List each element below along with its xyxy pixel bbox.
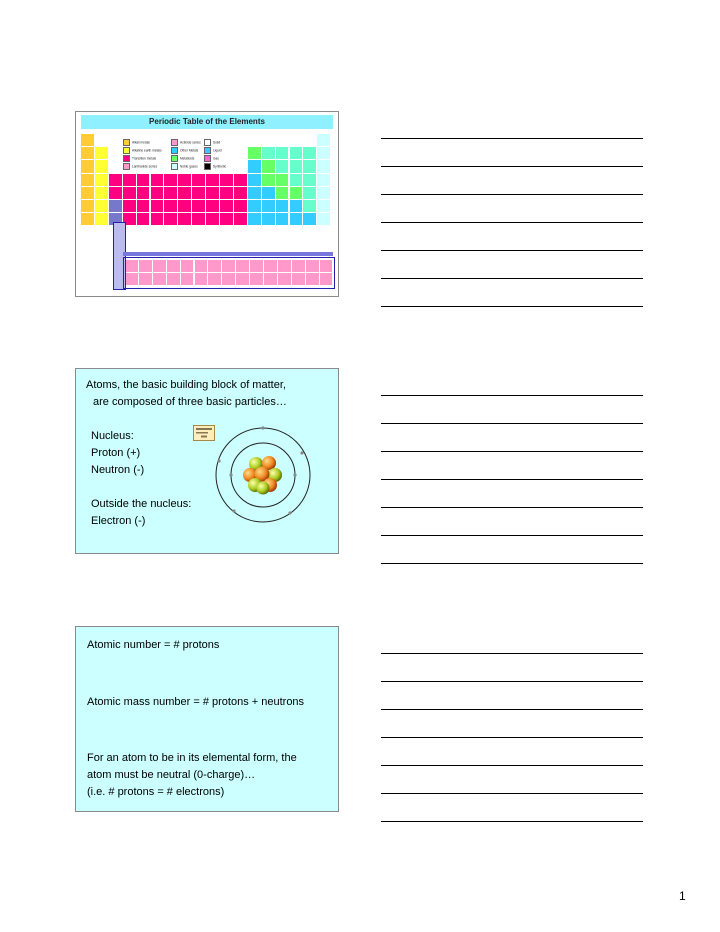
note-line <box>381 563 643 564</box>
element-cell <box>290 147 303 159</box>
note-line <box>381 306 643 307</box>
legend-item <box>204 147 222 154</box>
note-line <box>381 653 643 654</box>
legend-swatch <box>123 163 130 170</box>
element-cell <box>123 174 136 186</box>
element-cell <box>303 174 316 186</box>
nucleus <box>243 456 282 495</box>
legend-item <box>171 147 198 154</box>
element-cell <box>248 200 261 212</box>
element-cell <box>317 187 330 199</box>
element-cell <box>123 187 136 199</box>
legend-swatch <box>204 155 211 162</box>
element-cell <box>178 200 191 212</box>
element-cell <box>276 213 289 225</box>
element-cell <box>276 147 289 159</box>
note-line <box>381 278 643 279</box>
note-line <box>381 507 643 508</box>
legend-item <box>123 155 156 162</box>
legend-label: Noble gases <box>180 164 198 169</box>
legend-swatch <box>204 147 211 154</box>
element-cell <box>81 147 94 159</box>
note-line <box>381 709 643 710</box>
legend-swatch <box>123 155 130 162</box>
legend-item <box>204 139 220 146</box>
element-cell <box>109 174 122 186</box>
proton-label: Proton (+) <box>91 447 141 459</box>
element-cell <box>262 200 275 212</box>
element-cell <box>290 187 303 199</box>
legend-item <box>171 139 201 146</box>
element-cell <box>192 200 205 212</box>
periodic-table-title: Periodic Table of the Elements <box>81 115 333 129</box>
legend-swatch <box>171 147 178 154</box>
element-cell <box>276 200 289 212</box>
legend-label: Alkaline earth metals <box>132 148 162 153</box>
legend-swatch <box>171 163 178 170</box>
element-cell <box>290 200 303 212</box>
legend-item <box>123 139 150 146</box>
legend-item <box>171 163 198 170</box>
f-block-banner <box>123 252 333 256</box>
element-cell <box>192 174 205 186</box>
neutral-line1: For an atom to be in its elemental form, the <box>87 752 297 764</box>
legend-item <box>204 163 226 170</box>
element-cell <box>137 174 150 186</box>
legend-thumbnail <box>193 425 215 441</box>
note-line <box>381 821 643 822</box>
element-cell <box>81 213 94 225</box>
outside-nucleus-label: Outside the nucleus: <box>91 498 192 510</box>
element-cell <box>276 160 289 172</box>
legend-label: Actinide series <box>180 140 201 145</box>
page-number: 1 <box>679 889 686 903</box>
element-cell <box>262 187 275 199</box>
element-cell <box>95 174 108 186</box>
element-cell <box>95 160 108 172</box>
note-line <box>381 765 643 766</box>
element-cell <box>151 187 164 199</box>
element-cell <box>234 213 247 225</box>
element-cell <box>262 174 275 186</box>
element-cell <box>192 213 205 225</box>
element-cell <box>137 200 150 212</box>
slide2-heading-line2: are composed of three basic particles… <box>93 396 287 408</box>
element-cell <box>248 174 261 186</box>
element-cell <box>290 160 303 172</box>
slide-atomic-number <box>75 626 339 812</box>
element-cell <box>151 174 164 186</box>
element-cell <box>317 174 330 186</box>
note-line <box>381 222 643 223</box>
legend-item <box>171 155 194 162</box>
element-cell <box>81 160 94 172</box>
element-cell <box>262 147 275 159</box>
note-line <box>381 194 643 195</box>
element-cell <box>234 187 247 199</box>
legend-swatch <box>204 139 211 146</box>
note-line <box>381 737 643 738</box>
legend-label: Solid <box>213 140 221 145</box>
element-cell <box>262 160 275 172</box>
element-cell <box>303 160 316 172</box>
legend-swatch <box>123 139 130 146</box>
element-cell <box>123 200 136 212</box>
slide2-heading-line1: Atoms, the basic building block of matter, <box>86 379 286 391</box>
legend-swatch <box>171 139 178 146</box>
element-cell <box>317 213 330 225</box>
note-line <box>381 250 643 251</box>
element-cell <box>151 200 164 212</box>
legend-swatch <box>123 147 130 154</box>
element-cell <box>276 187 289 199</box>
element-cell <box>95 200 108 212</box>
legend-item <box>123 147 162 154</box>
element-cell <box>248 160 261 172</box>
legend-label: Gas <box>213 156 219 161</box>
element-cell <box>234 200 247 212</box>
element-cell <box>81 200 94 212</box>
element-cell <box>178 174 191 186</box>
element-cell <box>206 174 219 186</box>
element-cell <box>137 213 150 225</box>
element-cell <box>109 187 122 199</box>
element-cell <box>95 187 108 199</box>
legend-item <box>204 155 219 162</box>
element-cell <box>164 213 177 225</box>
element-cell <box>303 147 316 159</box>
element-cell <box>95 213 108 225</box>
legend-label: Other Metals <box>180 148 199 153</box>
neutron-label: Neutron (-) <box>91 464 145 476</box>
legend-label: Alkali metals <box>132 140 150 145</box>
element-cell <box>317 200 330 212</box>
element-cell <box>262 213 275 225</box>
electron-label: Electron (-) <box>91 515 146 527</box>
note-line <box>381 535 643 536</box>
element-cell <box>178 187 191 199</box>
atomic-number-text: Atomic number = # protons <box>87 639 220 651</box>
element-cell <box>290 174 303 186</box>
note-line <box>381 138 643 139</box>
note-line <box>381 793 643 794</box>
element-cell <box>164 174 177 186</box>
element-cell <box>206 187 219 199</box>
element-cell <box>109 200 122 212</box>
element-cell <box>220 174 233 186</box>
element-cell <box>206 213 219 225</box>
legend-item <box>123 163 157 170</box>
element-cell <box>95 147 108 159</box>
element-cell <box>137 187 150 199</box>
slide-periodic-table <box>75 111 339 297</box>
note-line <box>381 479 643 480</box>
element-cell <box>248 147 261 159</box>
note-line <box>381 451 643 452</box>
legend-label: Synthetic <box>213 164 227 169</box>
element-cell <box>317 134 330 146</box>
element-cell <box>164 187 177 199</box>
element-cell <box>178 213 191 225</box>
element-cell <box>234 174 247 186</box>
mass-number-text: Atomic mass number = # protons + neutrons <box>87 696 305 708</box>
element-cell <box>81 174 94 186</box>
element-cell <box>303 213 316 225</box>
element-cell <box>303 187 316 199</box>
note-line <box>381 681 643 682</box>
neutral-line2: atom must be neutral (0-charge)… <box>87 769 256 781</box>
element-cell <box>81 187 94 199</box>
element-cell <box>164 200 177 212</box>
element-cell <box>206 200 219 212</box>
element-cell <box>220 187 233 199</box>
legend-label: Transition metals <box>132 156 157 161</box>
legend-label: Liquid <box>213 148 222 153</box>
f-block-outline <box>123 257 335 289</box>
element-cell <box>220 213 233 225</box>
element-cell <box>220 200 233 212</box>
element-cell <box>290 213 303 225</box>
element-cell <box>248 187 261 199</box>
element-cell <box>276 174 289 186</box>
note-line <box>381 166 643 167</box>
legend-label: Lanthanide series <box>132 164 158 169</box>
element-cell <box>248 213 261 225</box>
legend-swatch <box>171 155 178 162</box>
element-cell <box>151 213 164 225</box>
note-line <box>381 423 643 424</box>
element-cell <box>81 134 94 146</box>
legend-swatch <box>204 163 211 170</box>
nucleus-label: Nucleus: <box>91 430 134 442</box>
note-line <box>381 395 643 396</box>
element-cell <box>303 200 316 212</box>
slide-atom-particles <box>75 368 339 554</box>
element-cell <box>317 160 330 172</box>
legend-label: Metalloids <box>180 156 195 161</box>
neutral-line3: (i.e. # protons = # electrons) <box>87 786 225 798</box>
element-cell <box>317 147 330 159</box>
atom-diagram <box>214 426 312 524</box>
element-cell <box>192 187 205 199</box>
